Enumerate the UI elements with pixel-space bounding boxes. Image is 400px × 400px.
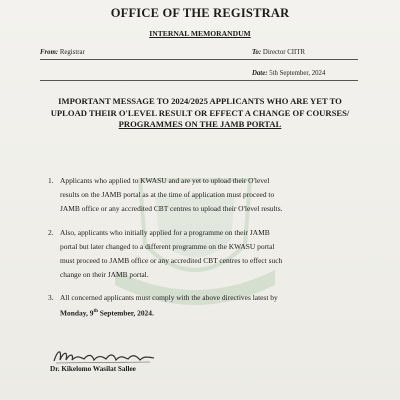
- divider-line: [40, 59, 358, 60]
- subject-line: IMPORTANT MESSAGE TO 2024/2025 APPLICANTS WHO ARE YET TO: [58, 96, 342, 106]
- paragraph-number: 1.: [48, 176, 54, 185]
- deadline-suffix: September, 2024.: [97, 308, 154, 318]
- paragraph-number: 3.: [48, 293, 54, 302]
- from-value: Registrar: [59, 49, 85, 56]
- paragraph-3: [48, 291, 358, 320]
- office-heading: OFFICE OF THE REGISTRAR: [110, 6, 290, 20]
- memo-title: INTERNAL MEMORANDUM: [149, 29, 251, 38]
- paragraph-line: JAMB office or any accredited CBT centres to upload their O'level results.: [60, 204, 283, 213]
- deadline-ordinal: th: [93, 309, 98, 314]
- from-label: From:: [40, 49, 59, 56]
- paragraph-line: change on their JAMB portal.: [60, 270, 149, 279]
- signer-name: Dr. Kikelomo Wasilat Sallee: [50, 365, 136, 373]
- to-label: To:: [252, 49, 262, 56]
- date-value: 5th September, 2024: [269, 70, 326, 77]
- subject-line: UPLOAD THEIR O'LEVEL RESULT OR EFFECT A CHANGE OF COURSES/: [50, 107, 350, 118]
- paragraph-line: Also, applicants who initially applied for a programme on their JAMB: [60, 228, 270, 237]
- date-field: [252, 70, 325, 77]
- signature-image: [50, 345, 160, 367]
- divider-line: [40, 80, 358, 81]
- paragraph-number: 2.: [48, 228, 54, 237]
- date-label: Date:: [252, 70, 268, 77]
- paragraph-line: must proceed to JAMB office or any accredited CBT centres to effect such: [60, 256, 283, 265]
- paragraph-line: Applicants who applied to KWASU and are yet to upload their O'level: [60, 176, 270, 185]
- paragraph-2: [48, 226, 358, 282]
- to-value: Director CIITR: [262, 49, 305, 56]
- paragraph-line: All concerned applicants must comply with the above directives latest by: [60, 293, 278, 302]
- to-field: [252, 49, 305, 56]
- paragraph-line: portal but later changed to a different programme on the KWASU portal: [60, 242, 275, 251]
- subject-line: PROGRAMMES ON THE JAMB PORTAL: [118, 119, 282, 129]
- deadline-prefix: Monday, 9: [60, 308, 94, 318]
- deadline: [60, 305, 358, 320]
- paragraph-1: [48, 174, 358, 216]
- memo-subject: [40, 96, 360, 131]
- paragraph-line: results on the JAMB portal as at the time of application must proceed to: [60, 190, 275, 199]
- from-field: [40, 49, 85, 56]
